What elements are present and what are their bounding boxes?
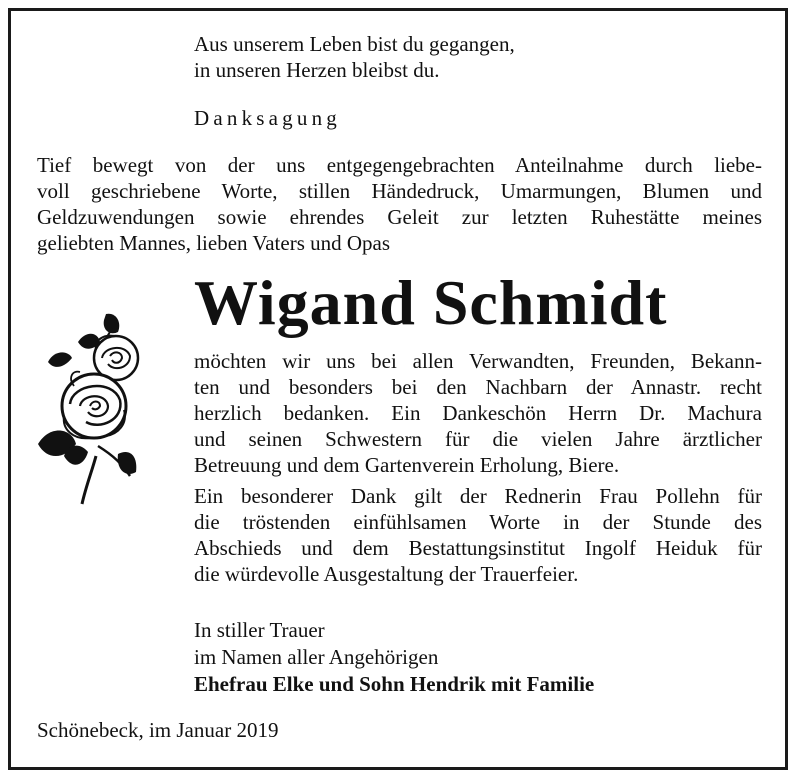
- intro-line-3: Geldzuwendungen sowie ehrendes Geleit zur letzten Ruhestätte meines: [37, 205, 762, 229]
- heading: Danksagung: [194, 106, 341, 130]
- signature-family: Ehefrau Elke und Sohn Hendrik mit Familie: [194, 672, 595, 696]
- body-line-7: die tröstenden einfühlsamen Worte in der Stunde des: [194, 510, 762, 534]
- body-line-1: möchten wir uns bei allen Verwandten, Freunden, Bekann-: [194, 349, 762, 373]
- motto-line-2: in unseren Herzen bleibst du.: [194, 58, 440, 82]
- signature-line-1: In stiller Trauer: [194, 618, 325, 642]
- motto-line-1: Aus unserem Leben bist du gegangen,: [194, 32, 515, 56]
- body-line-6: Ein besonderer Dank gilt der Rednerin Frau Pollehn für: [194, 484, 762, 508]
- deceased-name: Wigand Schmidt: [194, 267, 668, 338]
- body-line-4: und seinen Schwestern für die vielen Jahre ärztlicher: [194, 427, 762, 451]
- intro-line-1: Tief bewegt von der uns entgegengebrachten Anteilnahme durch liebe-: [37, 153, 762, 177]
- signature-line-2: im Namen aller Angehörigen: [194, 645, 439, 669]
- body-line-2: ten und besonders bei den Nachbarn der Annastr. recht: [194, 375, 762, 399]
- intro-line-2: voll geschriebene Worte, stillen Händedruck, Umarmungen, Blumen und: [37, 179, 762, 203]
- place-date: Schönebeck, im Januar 2019: [37, 718, 279, 742]
- body-line-8: Abschieds und dem Bestattungsinstitut Ingolf Heiduk für: [194, 536, 762, 560]
- rose-icon: [34, 306, 144, 506]
- intro-line-4: geliebten Mannes, lieben Vaters und Opas: [37, 231, 391, 255]
- body-line-5: Betreuung und dem Gartenverein Erholung, Biere.: [194, 453, 620, 477]
- body-line-3: herzlich bedanken. Ein Dankeschön Herrn Dr. Machura: [194, 401, 762, 425]
- body-line-9: die würdevolle Ausgestaltung der Trauerfeier.: [194, 562, 579, 586]
